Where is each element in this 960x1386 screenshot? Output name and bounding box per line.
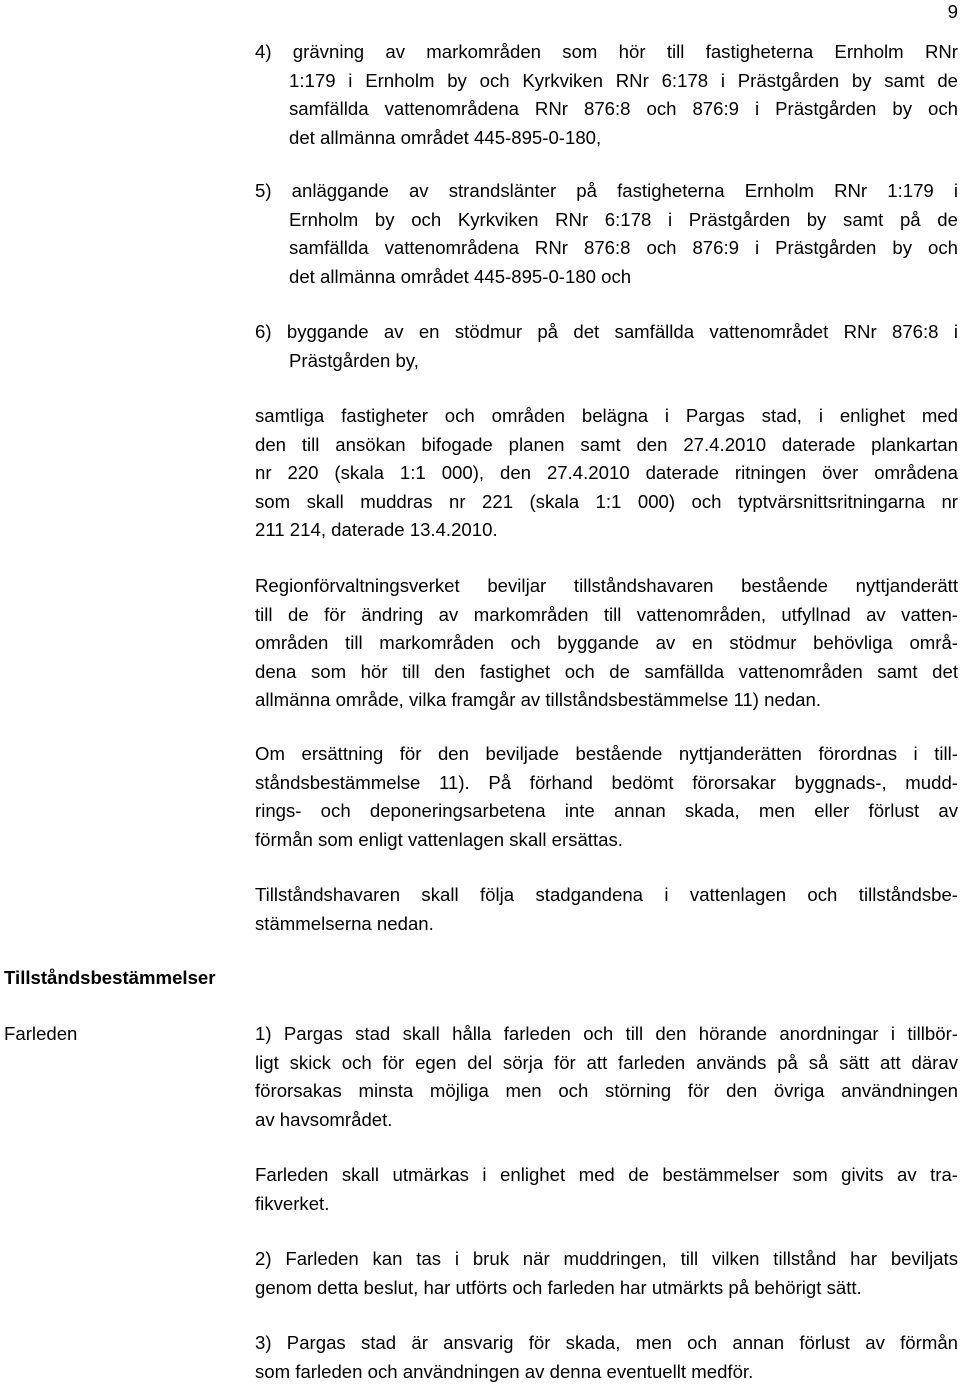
text-line: Regionförvaltningsverket beviljar tillståndshavaren bestående nyttjanderätt bbox=[255, 575, 958, 596]
text-line: stämmelserna nedan. bbox=[255, 912, 434, 934]
text-line: fikverket. bbox=[255, 1192, 330, 1214]
text-line: allmänna område, vilka framgår av tillståndsbestämmelse 11) nedan. bbox=[255, 689, 822, 711]
list-item-5 bbox=[255, 177, 958, 291]
text-line: förmån som enligt vattenlagen skall ersättas. bbox=[255, 828, 623, 850]
text-line: till de för ändring av markområden till vattenområden, utfyllnad av vatten- bbox=[255, 603, 958, 625]
text-line: som skall muddras nr 221 (skala 1:1 000) och typtvärsnittsritningarna nr bbox=[255, 490, 958, 512]
text-line: 2) Farleden kan tas i bruk när muddringen, till vilken tillstånd har beviljats bbox=[255, 1248, 958, 1269]
condition-1-marking bbox=[255, 1161, 958, 1218]
paragraph-compensation bbox=[255, 740, 958, 854]
text-line: den till ansökan bifogade planen samt den 27.4.2010 daterade plankartan bbox=[255, 433, 958, 455]
text-line: nr 220 (skala 1:1 000), den 27.4.2010 daterade ritningen över områdena bbox=[255, 462, 958, 484]
text-line: som farleden och användningen av denna eventuellt medför. bbox=[255, 1360, 754, 1382]
text-line: samtliga fastigheter och områden belägna i Pargas stad, i enlighet med bbox=[255, 405, 958, 426]
text-line: genom detta beslut, har utförts och farleden har utmärkts på behörigt sätt. bbox=[255, 1276, 862, 1298]
list-item-6 bbox=[255, 318, 958, 375]
text-line: Ernholm by och Kyrkviken RNr 6:178 i Prästgården by samt på de bbox=[289, 208, 958, 230]
text-line: Prästgården by, bbox=[289, 349, 419, 371]
text-line: 1:179 i Ernholm by och Kyrkviken RNr 6:178 i Prästgården by samt de bbox=[289, 69, 958, 91]
page-number: 9 bbox=[947, 1, 958, 22]
text-line: rings- och deponeringsarbetena inte annan skada, men eller förlust av bbox=[255, 800, 958, 822]
paragraph-scope bbox=[255, 402, 958, 545]
text-line: av havsområdet. bbox=[255, 1108, 393, 1130]
text-line: dena som hör till den fastighet och de samfällda vattenområden samt det bbox=[255, 660, 958, 682]
text-line: Om ersättning för den beviljade bestående nyttjanderätten förordnas i till- bbox=[255, 743, 958, 764]
text-line: förorsakas minsta möjliga men och störning för den övriga användningen bbox=[255, 1080, 958, 1102]
text-line: 211 214, daterade 13.4.2010. bbox=[255, 519, 498, 541]
condition-1 bbox=[255, 1020, 958, 1134]
text-line: Farleden skall utmärkas i enlighet med de bestämmelser som givits av tra- bbox=[255, 1164, 958, 1185]
text-line: det allmänna området 445-895-0-180 och bbox=[289, 265, 632, 287]
list-item-4 bbox=[255, 38, 958, 152]
text-line: 1) Pargas stad skall hålla farleden och till den hörande anordningar i tillbör- bbox=[255, 1023, 958, 1044]
paragraph-usage-right bbox=[255, 572, 958, 715]
text-line: det allmänna området 445-895-0-180, bbox=[289, 126, 602, 148]
text-line: 4) grävning av markområden som hör till fastigheterna Ernholm RNr bbox=[255, 41, 958, 62]
condition-3 bbox=[255, 1329, 958, 1386]
section-subheading: Farleden bbox=[4, 1023, 78, 1044]
condition-2 bbox=[255, 1245, 958, 1302]
text-line: ståndsbestämmelse 11). På förhand bedömt förorsakar byggnads-, mudd- bbox=[255, 771, 958, 793]
paragraph-obligations bbox=[255, 881, 958, 938]
text-line: 5) anläggande av strandslänter på fastigheterna Ernholm RNr 1:179 i bbox=[255, 180, 958, 201]
text-line: samfällda vattenområdena RNr 876:8 och 876:9 i Prästgården by och bbox=[289, 98, 958, 120]
text-line: samfällda vattenområdena RNr 876:8 och 876:9 i Prästgården by och bbox=[289, 237, 958, 259]
section-heading: Tillståndsbestämmelser bbox=[4, 967, 216, 988]
text-line: ligt skick och för egen del sörja för att farleden används på så sätt att därav bbox=[255, 1051, 958, 1073]
text-line: 6) byggande av en stödmur på det samfällda vattenområdet RNr 876:8 i bbox=[255, 321, 958, 342]
text-line: områden till markområden och byggande av en stödmur behövliga områ- bbox=[255, 632, 958, 654]
text-line: 3) Pargas stad är ansvarig för skada, men och annan förlust av förmån bbox=[255, 1332, 958, 1353]
text-line: Tillståndshavaren skall följa stadgandena i vattenlagen och tillståndsbe- bbox=[255, 884, 958, 905]
